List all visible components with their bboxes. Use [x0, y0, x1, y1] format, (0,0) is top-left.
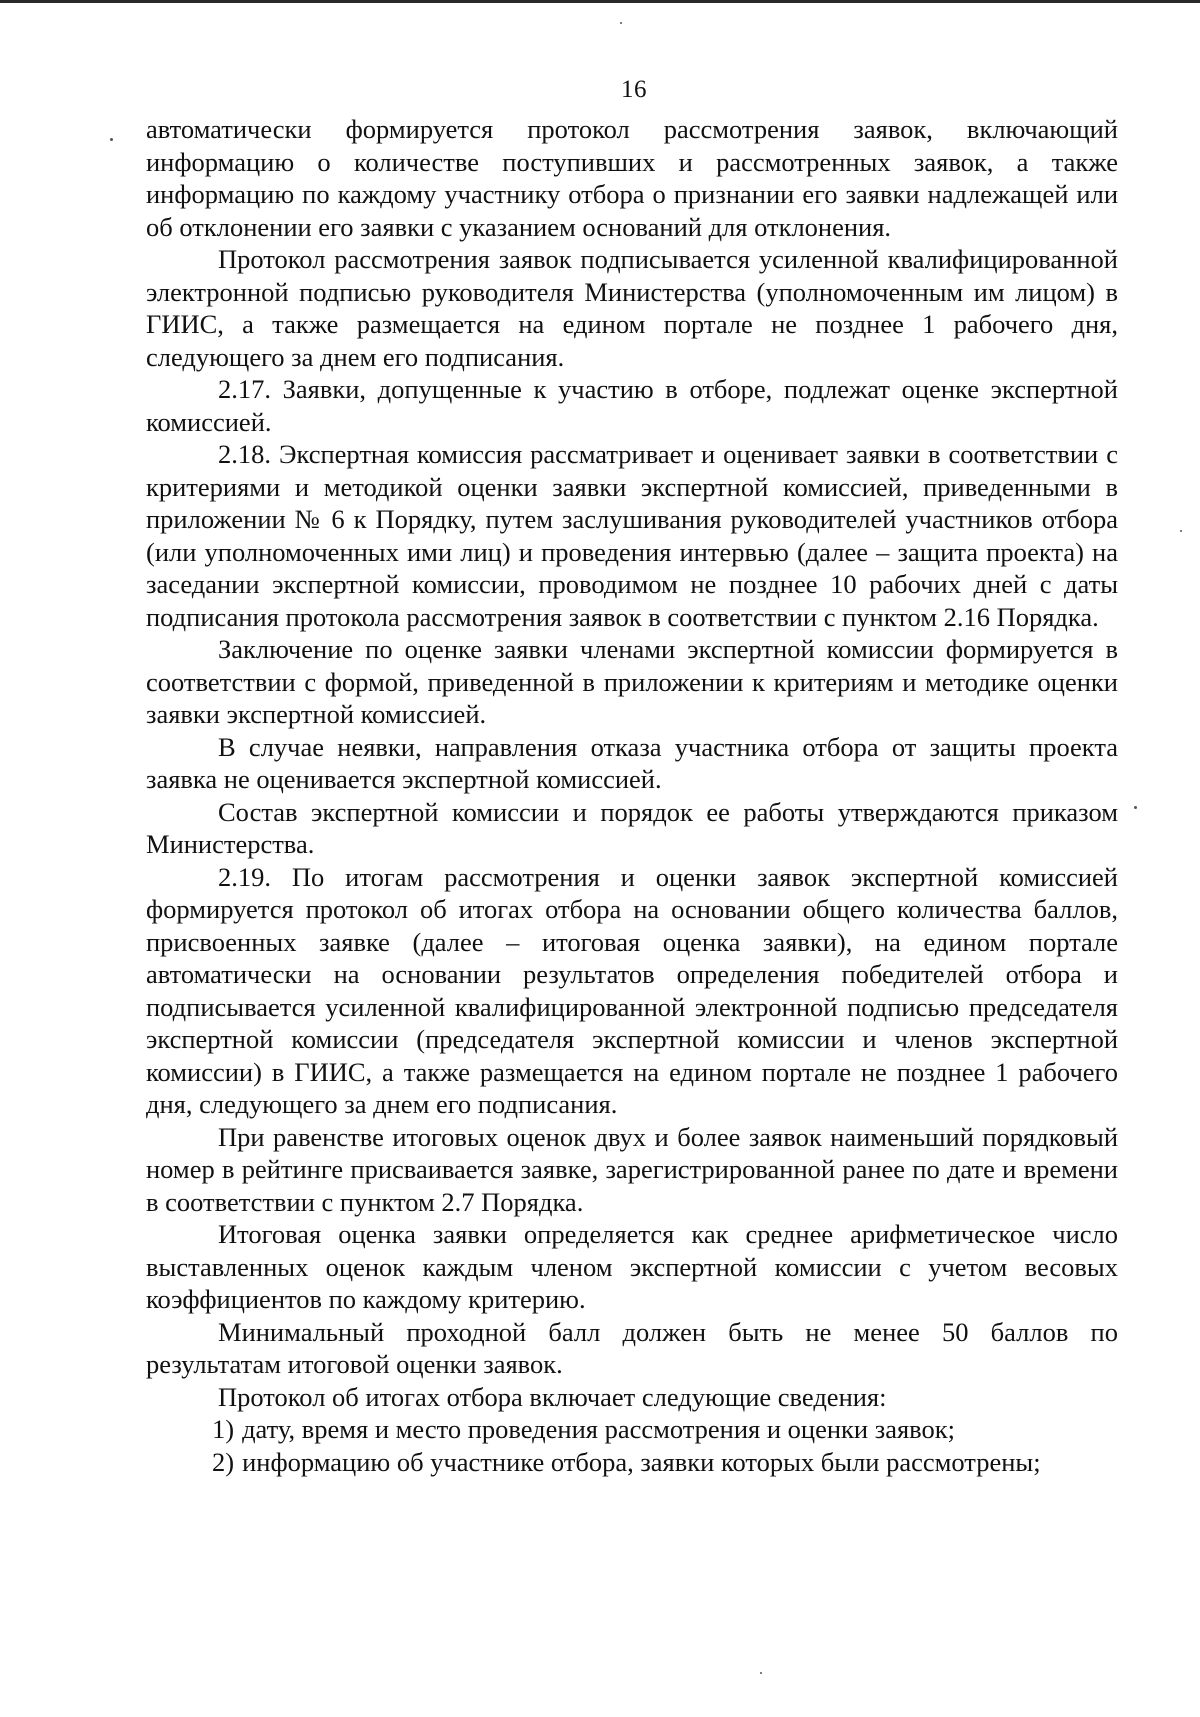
scan-speck [1134, 806, 1137, 809]
list-item-number: 2) [212, 1446, 235, 1477]
scan-speck [760, 1672, 762, 1674]
paragraph: автоматически формируется протокол рассмотрения заявок, включающий информацию о количестве поступивших и рассмотренных заявок, а также информацию по каждому участнику отбора о признании его заявки надлежащей или об отклонении его заявки с указанием оснований для отклонения. [146, 114, 1118, 242]
paragraph: Состав экспертной комиссии и порядок ее работы утверждаются приказом Министерства. [146, 796, 1118, 859]
paragraph: При равенстве итоговых оценок двух и более заявок наименьший порядковый номер в рейтинге присваивается заявке, зарегистрированной ранее по дате и времени в соответствии с пунктом 2.7 Порядка. [146, 1121, 1118, 1217]
paragraph: Итоговая оценка заявки определяется как среднее арифметическое число выставленных оценок каждым членом экспертной комиссии с учетом весовых коэффициентов по каждому критерию. [146, 1219, 1118, 1314]
list-item [146, 1413, 1118, 1446]
paragraph: Заключение по оценке заявки членами экспертной комиссии формируется в соответствии с формой, приведенной в приложении к критериям и методике оценки заявки экспертной комиссией. [146, 634, 1118, 729]
paragraph: Протокол рассмотрения заявок подписывается усиленной квалифицированной электронной подписью руководителя Министерства (уполномоченным им лицом) в ГИИС, а также размещается на едином портале не позднее 1 рабочего дня, следующего за днем его подписания. [146, 244, 1118, 372]
paragraph-2-19: 2.19. По итогам рассмотрения и оценки заявок экспертной комиссией формируется протокол об итогах отбора на основании общего количества баллов, присвоенных заявке (далее – итоговая оценка заявки), на едином портале автоматически на основании результатов определения победителей отбора и подписывается усиленной квалифицированной электронной подписью председателя экспертной комиссии (председателя экспертной комиссии и членов экспертной комиссии) в ГИИС, а также размещается на едином портале не позднее 1 рабочего дня, следующего за днем его подписания. [146, 861, 1118, 1119]
document-body [146, 113, 1118, 1478]
list-item-number: 1) [212, 1414, 235, 1444]
paragraph-2-18: 2.18. Экспертная комиссия рассматривает и оценивает заявки в соответствии с критериями и методикой оценки заявки экспертной комиссией, приведенными в приложении № 6 к Порядку, путем заслушивания руководителей участников отбора (или уполномоченных ими лиц) и проведения интервью (далее – защита проекта) на заседании экспертной комиссии, проводимом не позднее 10 рабочих дней с даты подписания протокола рассмотрения заявок в соответствии с пунктом 2.16 Порядка. [146, 439, 1118, 632]
scan-edge [0, 0, 1200, 3]
paragraph-2-17: 2.17. Заявки, допущенные к участию в отборе, подлежат оценке экспертной комиссией. [146, 374, 1118, 437]
paragraph: Протокол об итогах отбора включает следующие сведения: [218, 1381, 887, 1412]
list-item-text: информацию об участнике отбора, заявки которых были рассмотрены; [242, 1446, 1041, 1477]
paragraph: В случае неявки, направления отказа участника отбора от защиты проекта заявка не оценивается экспертной комиссией. [146, 731, 1118, 794]
list-item [146, 1446, 1118, 1479]
scan-speck [620, 22, 622, 24]
scan-speck [110, 138, 113, 141]
list-item-text: дату, время и место проведения рассмотрения и оценки заявок; [242, 1414, 955, 1444]
paragraph: Минимальный проходной балл должен быть не менее 50 баллов по результатам итоговой оценки заявок. [146, 1316, 1118, 1379]
scan-speck [1180, 530, 1182, 532]
page-number: 16 [621, 76, 647, 103]
